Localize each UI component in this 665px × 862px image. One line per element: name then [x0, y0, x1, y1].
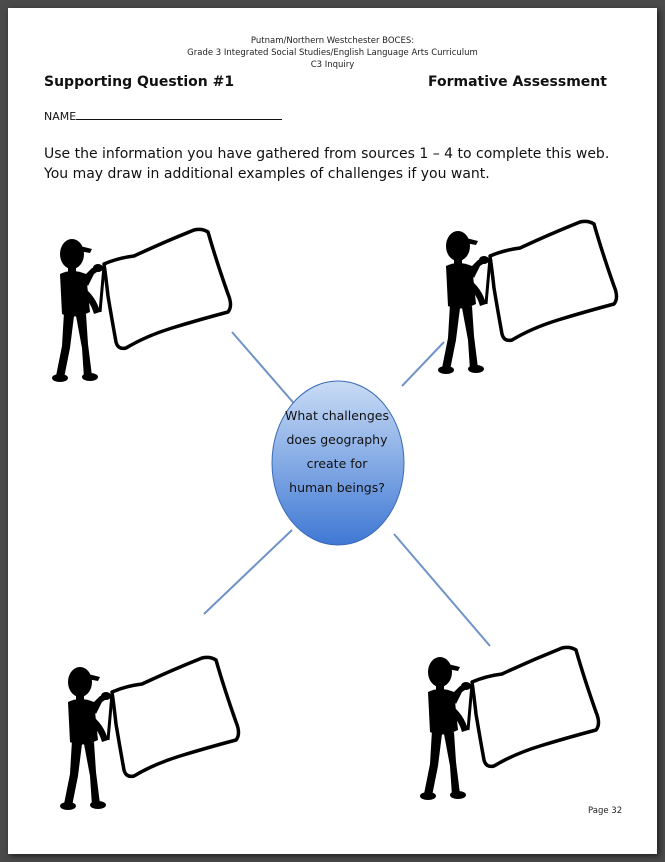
- assessment-title: Formative Assessment: [428, 74, 607, 90]
- presenter-sign-icon[interactable]: [438, 221, 617, 374]
- presenter-sign-icon[interactable]: [420, 647, 599, 800]
- center-question-line-2: does geography: [286, 432, 388, 447]
- instructions-line-2: You may draw in additional examples of challenges if you want.: [44, 166, 490, 182]
- connector-top-right: [402, 342, 444, 386]
- presenter-sign-icon[interactable]: [60, 657, 239, 810]
- page-number: Page 32: [588, 806, 623, 816]
- supporting-question-title: Supporting Question #1: [44, 74, 235, 90]
- name-label: NAME: [44, 110, 77, 123]
- header-org: Putnam/Northern Westchester BOCES:: [250, 36, 415, 46]
- center-question-line-1: What challenges: [285, 408, 389, 423]
- header-inquiry: C3 Inquiry: [310, 60, 355, 70]
- center-question-line-4: human beings?: [289, 480, 385, 495]
- header-curriculum: Grade 3 Integrated Social Studies/English Language Arts Curriculum: [187, 48, 478, 58]
- connector-top-left: [232, 332, 298, 408]
- worksheet-page: [8, 8, 657, 854]
- instructions-line-1: Use the information you have gathered from sources 1 – 4 to complete this web.: [44, 146, 610, 162]
- connector-bottom-left: [204, 530, 292, 614]
- connector-bottom-right: [394, 534, 490, 646]
- center-question-line-3: create for: [306, 456, 368, 471]
- center-question: [276, 404, 398, 500]
- presenter-sign-icon[interactable]: [52, 229, 231, 382]
